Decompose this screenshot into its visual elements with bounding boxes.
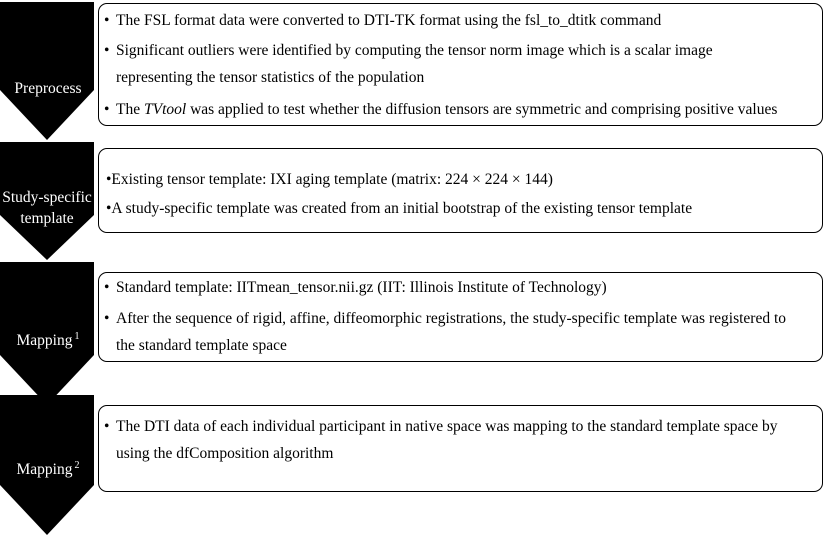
- italic-term: TVtool: [143, 101, 187, 118]
- bullet-item: • Standard template: IITmean_tensor.nii.gz (IIT: Illinois Institute of Technology): [104, 279, 607, 296]
- bullet-item-continuation: the standard template space: [116, 337, 287, 354]
- bullet-item: • The TVtool was applied to test whether the diffusion tensors are symmetric and comprising positive values: [104, 101, 778, 118]
- bullet-item-continuation: representing the tensor statistics of the population: [116, 69, 425, 86]
- step-label-study-template: Study-specific template: [2, 189, 92, 227]
- bullet-text: The TVtool was applied to test whether the diffusion tensors are symmetric and comprising positive values: [116, 101, 778, 118]
- step-label-mapping-1: Mapping $^1$: [16, 331, 80, 349]
- bullet-item: •A study-specific template was created from an initial bootstrap of the existing tensor template: [106, 200, 693, 217]
- step-label-mapping-2: Mapping $^2$: [16, 460, 80, 478]
- step-label-preprocess: Preprocess: [14, 80, 82, 97]
- bullet-item: • After the sequence of rigid, affine, diffeomorphic registrations, the study-specific template was registered to: [104, 310, 787, 327]
- bullet-item-continuation: using the dfComposition algorithm: [116, 445, 334, 462]
- chevron-preprocess: [0, 2, 94, 140]
- bullet-item: • The DTI data of each individual participant in native space was mapping to the standard template space by: [104, 418, 778, 435]
- bullet-item: • The FSL format data were converted to DTI-TK format using the fsl_to_dtitk command: [104, 12, 662, 29]
- bullet-item: • Significant outliers were identified by computing the tensor norm image which is a scalar image: [104, 42, 713, 59]
- bullet-item: •Existing tensor template: IXI aging template (matrix: 224 × 224 × 144): [106, 171, 553, 188]
